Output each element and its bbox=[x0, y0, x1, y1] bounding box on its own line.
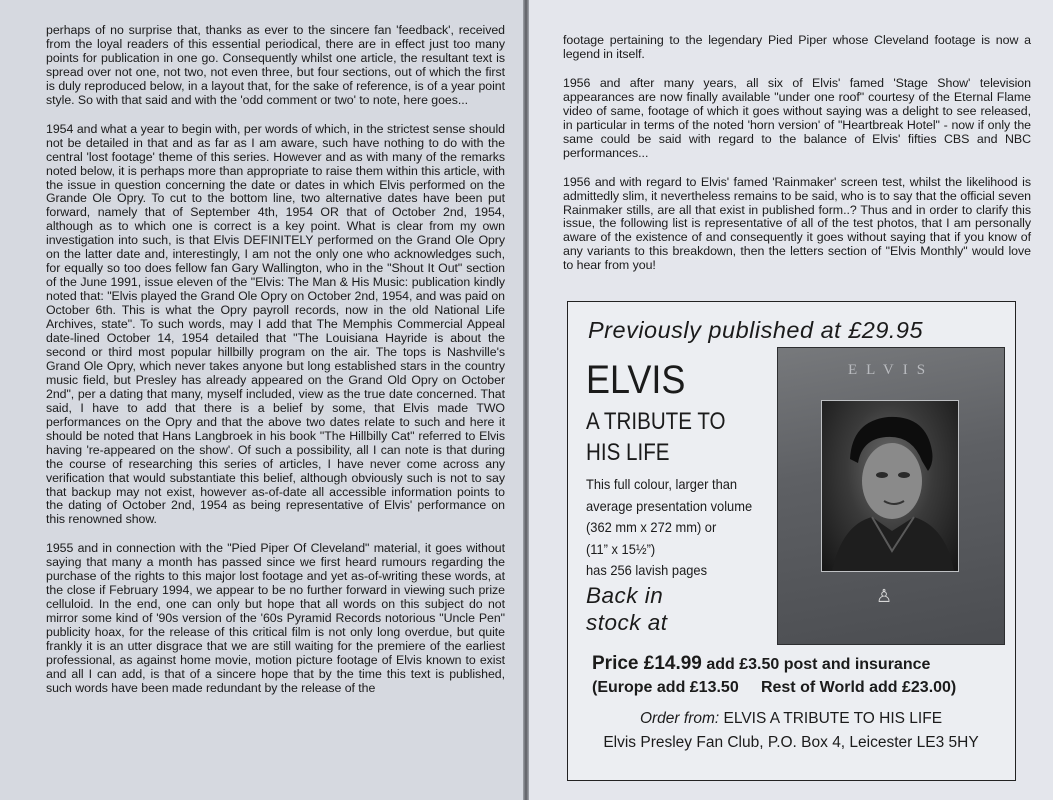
ad-order-lead: Order from: bbox=[639, 710, 720, 727]
ad-description-line: (11” x 15½”) bbox=[586, 540, 656, 557]
ad-price-line bbox=[592, 652, 1012, 676]
book-advertisement bbox=[567, 301, 1016, 781]
cover-title: ELVIS bbox=[847, 362, 935, 378]
left-paragraph-2: 1954 and what a year to begin with, per words of which, in the strictest sense should not be detailed in that and as far as I am aware, such have nothing to do with the central 'lost footage' theme of this series. However and as with many of the remarks noted below, it is perhaps more than appropriate to raise them within this article, with the issue in question concerning the date or dates in which Elvis performed on the Grande Ole Opry. To cut to the bottom line, two alternative dates have been put forward, namely that of September 4th, 1954 OR that of October 2nd, 1954, although as to which one is correct is a key point. What is clear from my own investigation into such, is that Elvis DEFINITELY performed on the Grand Ole Opry on the latter date and, interestingly, I am not the only one who acknowledges such, for equally so too does fellow fan Gary Wallington, who in the "Shout It Out" section of the June 1991, issue eleven of the "Elvis: The Man & His Music: publication kindly noted that: "Elvis played the Grand Ole Opry on October 2nd, 1954, and was paid on October 6th. This is what the Opry payroll records, now in the old National Life Archives, state". To such words, may I add that The Memphis Commercial Appeal date-lined October 14, 1954 detailed that "The Louisiana Hayride is about the second or third most popular hillbilly program on the air. The tops is Nashville's Grand Ole Opry, which never takes anyone but long established stars in the country music field, but Presley has already appeared on the Grand Old Opry on October 2nd", per a dating that many, myself included, view as the true date concerned. That said, I have to add that there is a belief by some, that Elvis made TWO performances on the Opry and that the above two dates relate to such and here it should be noted that Hans Langbroek in his book "The Hillbilly Cat" referred to Elvis having 're-appeared on the show'. Of such a possibility, all I can note is that during the course of researching this series of articles, I have never come across any verification that would substantiate this belief, although obviously such is not to say that backup may not exist, however as-of-date all accessible information points to the dating of October 2nd, 1954 as being representative of Elvis' performance on this renowned show. bbox=[46, 121, 505, 527]
ad-description-line: This full colour, larger than bbox=[586, 476, 738, 492]
ad-description-line: has 256 lavish pages bbox=[586, 562, 708, 578]
right-paragraph-3: 1956 and with regard to Elvis' famed 'Rainmaker' screen test, whilst the likelihood is admittedly slim, it nevertheless remains to be said, who is to say that the official seven Rainmaker stills, are all that exist in published form..? Thus and in order to clarify this issue, the following list is representative of all of the test photos, that I am personally aware of the existence of and consequently it goes without saying that if you know of any variants to this breakdown, then the letters section of "Elvis Monthly" would love to hear from you! bbox=[563, 174, 1031, 273]
left-paragraph-3: 1955 and in connection with the "Pied Piper Of Cleveland" material, it goes without saying that many a month has passed since we first heard rumours regarding the purchase of the rights to this major lost footage and yet as-of-writing these words, at the close if February 1994, we appear to be no further forward in viewing such prize celluloid. In the end, one can only but hope that all words on this subject do not mirror some kind of '90s version of the '60s Pyramid Records notorious "Uncle Pen" publicity hoax, for the release of this critical film is not only long overdue, but quite frankly it is an utter disgrace that we are still waiting for the premiere of the earliest professional, as against home movie, motion picture footage of Elvis known to exist and all I can add, is that of a sincere hope that by the time this text is published, such words have been made redundant by the release of the bbox=[46, 541, 505, 695]
book-cover-image bbox=[777, 347, 1005, 645]
right-paragraph-1: footage pertaining to the legendary Pied Piper whose Cleveland footage is now a legend in itself. bbox=[563, 33, 1031, 61]
left-paragraph-1: perhaps of no surprise that, thanks as ever to the sincere fan 'feedback', received from the loyal readers of this essential periodical, there are in effect just too many points for publication in one go. Consequently whilst one article, the resultant text is spread over not one, not two, not even three, but four sections, out of which the first is duly reproduced below, in a layout that, for the sake of reference, is of a year point style. So with that said and with the 'odd comment or two' to note, here goes... bbox=[46, 23, 505, 107]
ad-price-rest-of-world: Rest of World add £23.00) bbox=[760, 679, 957, 696]
ad-description bbox=[586, 474, 752, 582]
ad-headline: Previously published at £29.95 bbox=[588, 317, 924, 343]
left-page bbox=[0, 0, 523, 800]
ad-description-line: average presentation volume bbox=[586, 497, 753, 514]
ad-postage: add £3.50 post and insurance bbox=[706, 656, 931, 673]
ad-back-line: stock at bbox=[586, 610, 668, 635]
ad-price-abroad-line bbox=[592, 676, 1012, 699]
ad-order-name: ELVIS A TRIBUTE TO HIS LIFE bbox=[723, 710, 943, 727]
right-article-text bbox=[563, 34, 1031, 273]
ad-subtitle bbox=[586, 406, 726, 468]
ad-back-line: Back in bbox=[586, 583, 664, 608]
ad-back-in-stock bbox=[586, 582, 668, 636]
ad-order-line bbox=[568, 707, 1014, 731]
ad-subtitle-line: HIS LIFE bbox=[586, 439, 670, 466]
ad-price-block bbox=[592, 652, 1012, 699]
cover-dancer-icon: ♙ bbox=[876, 586, 893, 606]
portrait-figure-icon bbox=[822, 401, 958, 571]
ad-order-address: Elvis Presley Fan Club, P.O. Box 4, Leicester LE3 5HY bbox=[603, 733, 979, 751]
ad-title: ELVIS bbox=[586, 358, 686, 402]
ad-price: Price £14.99 bbox=[592, 653, 702, 674]
left-article-text bbox=[46, 24, 505, 696]
ad-subtitle-line: A TRIBUTE TO bbox=[586, 408, 726, 435]
ad-description-line: (362 mm x 272 mm) or bbox=[586, 519, 717, 535]
ad-price-europe: (Europe add £13.50 bbox=[592, 679, 739, 696]
right-paragraph-2: 1956 and after many years, all six of Elvis' famed 'Stage Show' television appearances are now finally available "under one roof" courtesy of the Eternal Flame video of same, footage of which it goes without saying was a delight to see released, in particular in terms of the noted 'horn version' of "Heartbreak Hotel" - now if only the same could be said with regard to the balance of Elvis' fifties CBS and NBC performances... bbox=[563, 75, 1031, 160]
cover-portrait-photo bbox=[821, 400, 959, 572]
ad-order-info bbox=[568, 707, 1014, 754]
